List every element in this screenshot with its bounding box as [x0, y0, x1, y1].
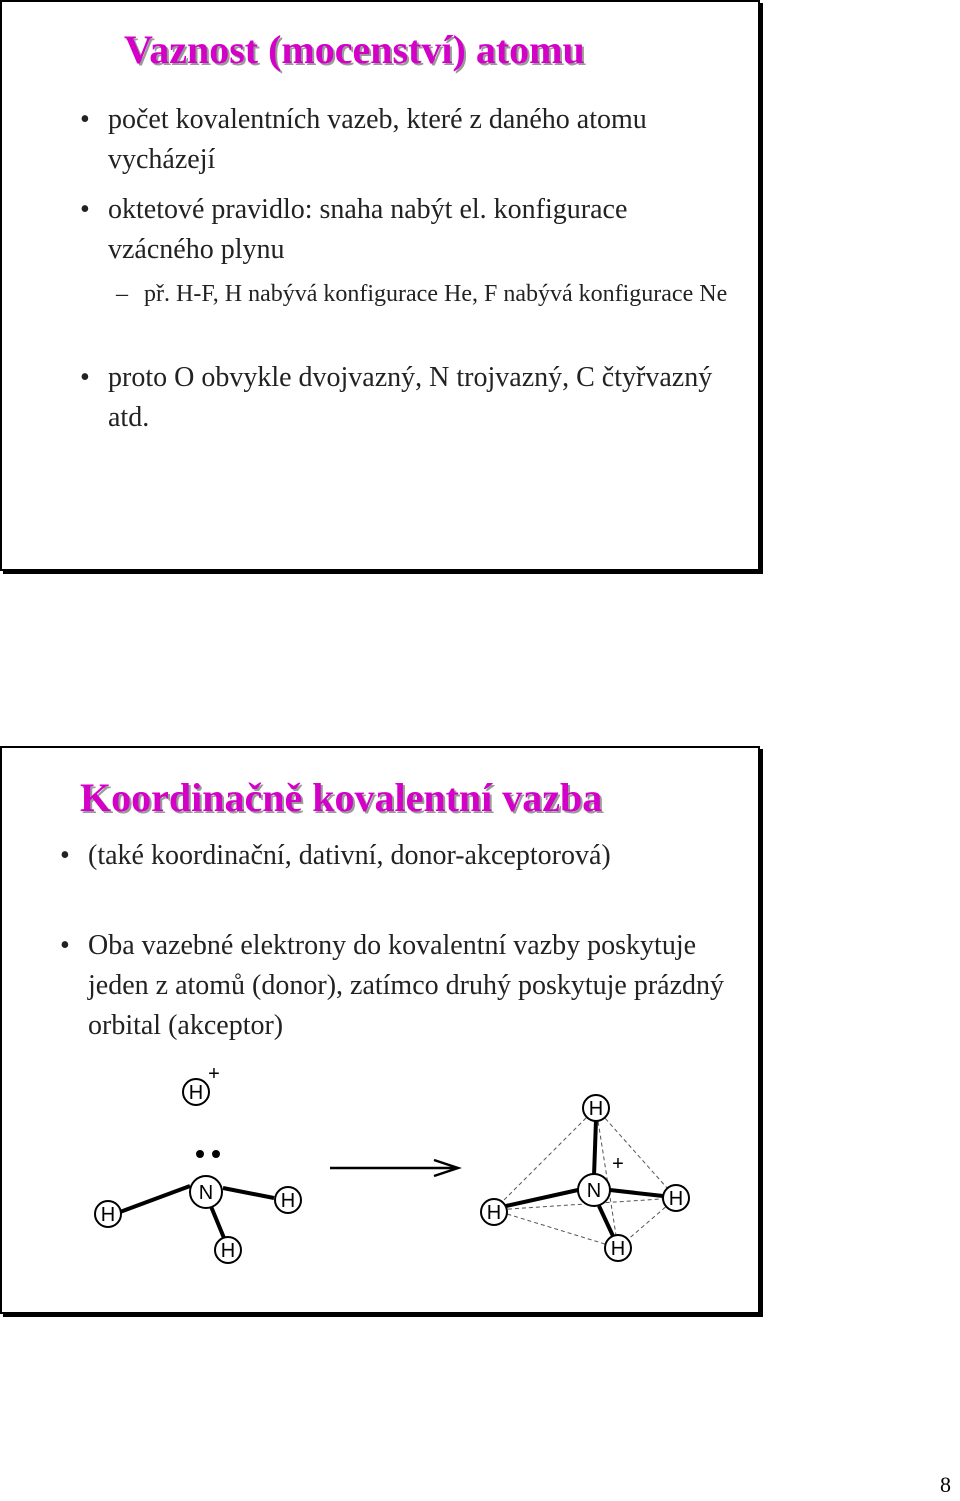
- hydrogen-label: H: [486, 1202, 502, 1224]
- bond-n-h-right: [610, 1190, 663, 1196]
- hydrogen-label: H: [100, 1204, 116, 1226]
- ammonium-ion: [481, 1095, 689, 1261]
- bullet-text: proto O obvykle dvojvazný, N trojvazný, C čtyřvazný atd.: [108, 362, 713, 433]
- page-number: 8: [940, 1472, 951, 1497]
- sub-bullet-text: př. H-F, H nabývá konfigurace He, F nabývá konfigurace Ne: [144, 281, 728, 307]
- nitrogen-label: N: [198, 1182, 214, 1204]
- dash-marker: –: [116, 281, 128, 307]
- product-charge: +: [612, 1153, 624, 1175]
- bullet-marker: •: [60, 930, 70, 961]
- bullet-marker: •: [80, 362, 90, 393]
- bullet-item: [80, 358, 748, 438]
- ammonia-with-proton: [95, 1068, 301, 1263]
- bullet-marker: •: [60, 840, 70, 871]
- slide-title: Vaznost (mocenství) atomu: [124, 27, 585, 72]
- bond-n-h-bottom: [599, 1206, 613, 1236]
- tetrahedron-edge: [494, 1210, 618, 1248]
- bullet-item: [60, 926, 748, 1046]
- slide-valence: [0, 0, 760, 571]
- hydrogen-label: H: [668, 1188, 684, 1210]
- hydrogen-label: H: [588, 1098, 604, 1120]
- ammonium-formation-diagram: [62, 1068, 742, 1298]
- slide-coordinate-bond: [0, 746, 760, 1314]
- bullet-item: [60, 836, 728, 876]
- bullet-text: oktetové pravidlo: snaha nabýt el. konfigurace vzácného plynu: [108, 194, 628, 265]
- sub-bullet-item: [116, 276, 734, 312]
- bond-n-h-right: [223, 1188, 274, 1198]
- bullet-marker: •: [80, 104, 90, 135]
- lone-pair-electron: [212, 1150, 220, 1158]
- hydrogen-label: H: [280, 1190, 296, 1212]
- bond-n-h-top: [594, 1120, 596, 1176]
- hydrogen-label: H: [610, 1238, 626, 1260]
- nitrogen-label: N: [586, 1180, 602, 1202]
- bullet-text: (také koordinační, dativní, donor-akceptorová): [88, 840, 611, 871]
- bond-n-h-left: [120, 1186, 190, 1212]
- bond-n-h-bottom: [210, 1204, 224, 1238]
- bullet-text: počet kovalentních vazeb, které z daného atomu vycházejí: [108, 104, 647, 175]
- reaction-arrow: [330, 1160, 458, 1176]
- bullet-item: [80, 190, 728, 270]
- hydrogen-label: H: [220, 1240, 236, 1262]
- proton-label: H: [188, 1082, 204, 1104]
- bullet-text: Oba vazebné elektrony do kovalentní vazby poskytuje jeden z atomů (donor), zatímco druhý poskytuje prázdný orbital (akceptor): [88, 930, 725, 1041]
- proton-charge: +: [208, 1068, 220, 1085]
- lone-pair-electron: [196, 1150, 204, 1158]
- bullet-item: [80, 100, 728, 180]
- bond-n-h-left: [506, 1190, 578, 1206]
- bullet-marker: •: [80, 194, 90, 225]
- slide-title: Koordinačně kovalentní vazba: [80, 775, 603, 820]
